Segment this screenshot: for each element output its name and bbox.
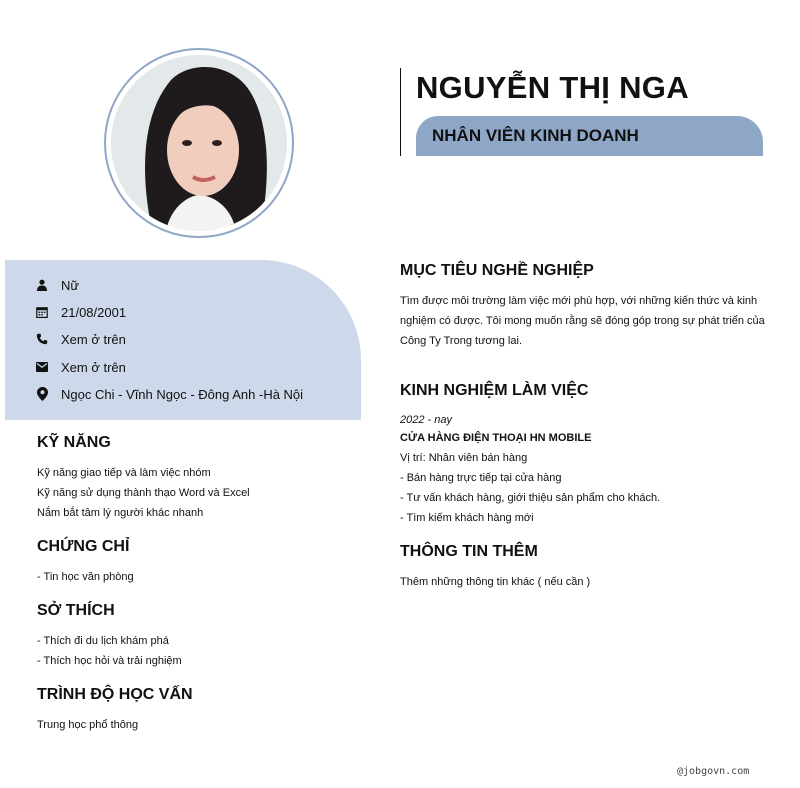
header-divider — [400, 68, 401, 156]
candidate-name: NGUYỄN THỊ NGA — [416, 70, 689, 105]
contact-address-text: Ngọc Chi - Vĩnh Ngọc - Đông Anh -Hà Nội — [61, 386, 304, 402]
certificates-heading: CHỨNG CHỈ — [37, 538, 130, 555]
hobbies-heading: SỞ THÍCH — [37, 602, 115, 619]
hobby-item: - Thích đi du lịch khám phá — [37, 635, 169, 647]
education-item: Trung học phổ thông — [37, 719, 139, 731]
mail-icon — [35, 360, 49, 374]
job-title-band — [416, 116, 763, 156]
contact-birthday — [35, 302, 126, 322]
contact-address — [35, 384, 303, 404]
contact-phone-text: Xem ở trên — [61, 331, 126, 347]
contact-email — [35, 357, 126, 377]
experience-line: - Tư vấn khách hàng, giới thiệu sản phẩm cho khách. — [400, 492, 661, 504]
skill-item: Kỹ năng giao tiếp và làm việc nhóm — [37, 467, 211, 479]
phone-icon — [35, 332, 49, 346]
location-pin-icon — [35, 387, 49, 401]
contact-gender-text: Nữ — [61, 277, 80, 293]
experience-line: - Tìm kiếm khách hàng mới — [400, 512, 534, 524]
experience-company: CỬA HÀNG ĐIỆN THOẠI HN MOBILE — [400, 432, 592, 444]
calendar-icon — [35, 305, 49, 319]
certificate-item: - Tin học văn phòng — [37, 571, 134, 583]
education-heading: TRÌNH ĐỘ HỌC VẤN — [37, 686, 193, 703]
experience-heading: KINH NGHIỆM LÀM VIỆC — [400, 382, 589, 399]
skills-heading: KỸ NĂNG — [37, 434, 111, 451]
person-icon — [35, 278, 49, 292]
contact-birthday-text: 21/08/2001 — [61, 304, 127, 320]
watermark: @jobgovn.com — [677, 766, 750, 777]
experience-line: Vị trí: Nhân viên bán hàng — [400, 452, 528, 464]
objective-heading: MỤC TIÊU NGHỀ NGHIỆP — [400, 262, 594, 279]
experience-line: - Bán hàng trực tiếp tại cửa hàng — [400, 472, 562, 484]
additional-text: Thêm những thông tin khác ( nếu cần ) — [400, 576, 591, 588]
avatar-photo — [111, 55, 287, 231]
skill-item: Nắm bắt tâm lý người khác nhanh — [37, 507, 204, 519]
contact-phone — [35, 329, 126, 349]
job-title: NHÂN VIÊN KINH DOANH — [432, 126, 639, 145]
experience-period: 2022 - nay — [400, 414, 452, 426]
skill-item: Kỹ năng sử dụng thành thạo Word và Excel — [37, 487, 250, 499]
additional-heading: THÔNG TIN THÊM — [400, 543, 538, 560]
objective-text: Tìm được môi trường làm việc mới phù hợp, với những kiến thức và kinh nghiệm có được. Tôi mong muốn rằng sẽ đóng góp trong sự phát triển của Công Ty Trong tương lai. — [400, 295, 765, 347]
contact-gender — [35, 275, 79, 295]
contact-email-text: Xem ở trên — [61, 359, 126, 375]
hobby-item: - Thích học hỏi và trải nghiệm — [37, 655, 182, 667]
